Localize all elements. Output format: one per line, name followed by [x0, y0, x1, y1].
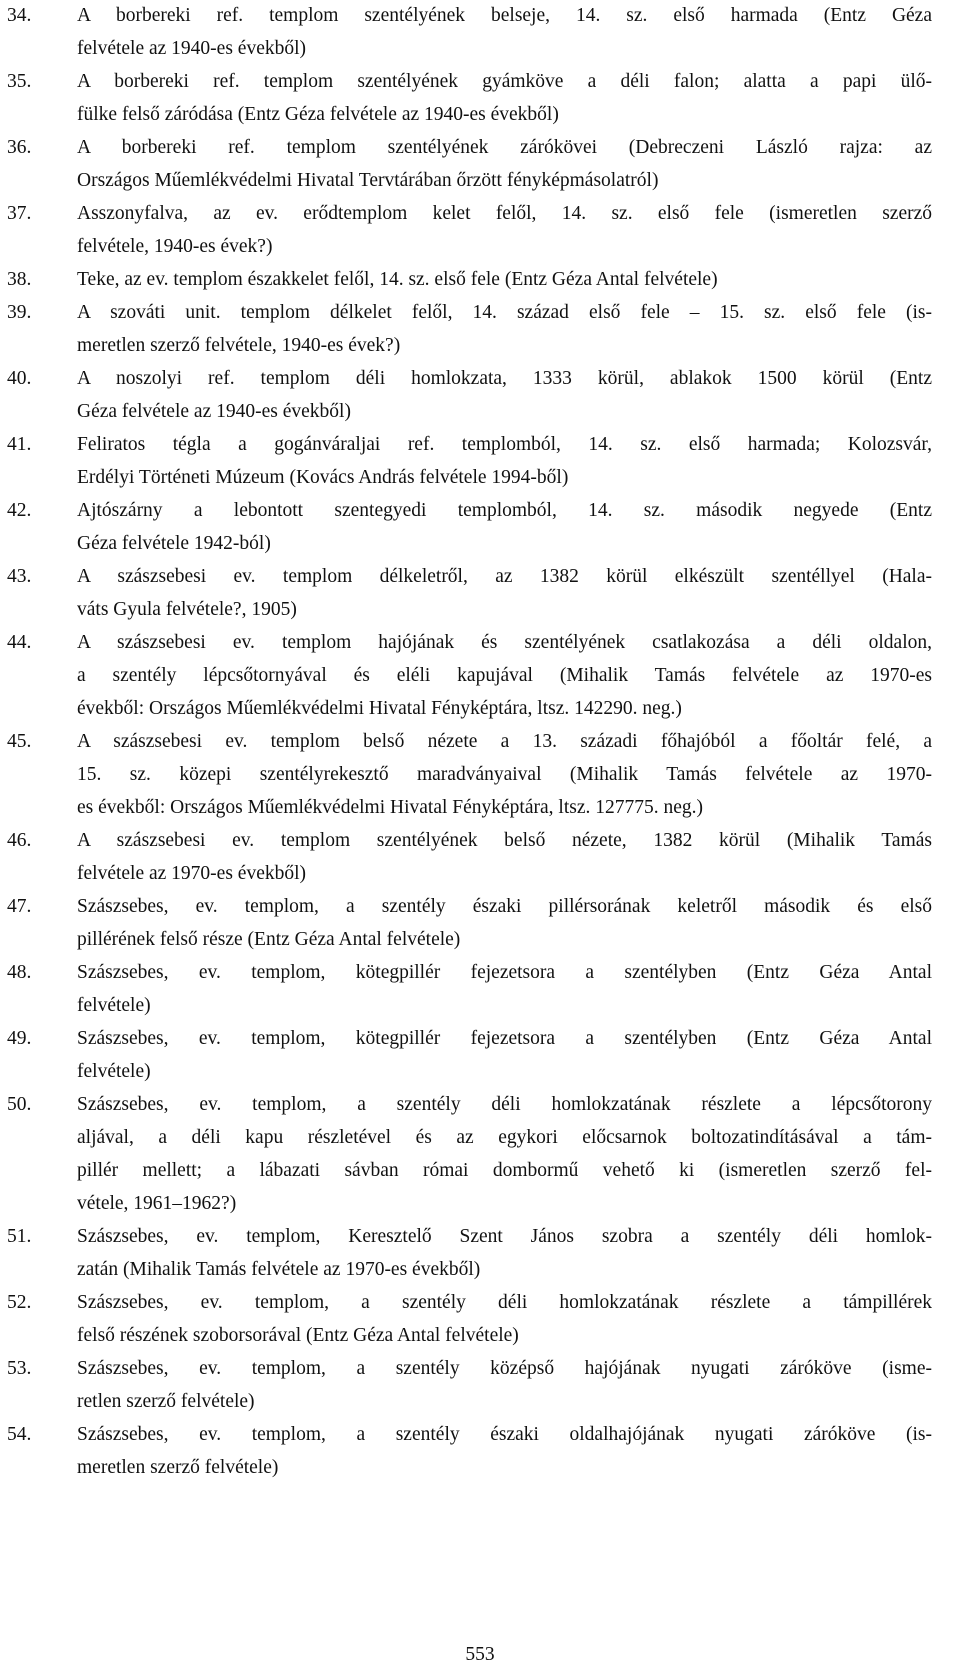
figure-caption: [0, 824, 960, 890]
caption-number: 45.: [7, 731, 32, 752]
caption-text: [77, 197, 932, 263]
figure-caption: [0, 1352, 960, 1418]
caption-number: 34.: [7, 5, 32, 26]
caption-line: Géza felvétele 1942-ból): [77, 533, 271, 554]
caption-number: 37.: [7, 203, 32, 224]
caption-line: felső részének szoborsorával (Entz Géza Antal felvétele): [77, 1325, 519, 1346]
figure-caption: [0, 1220, 960, 1286]
caption-text: [77, 890, 932, 956]
caption-line: Országos Műemlékvédelmi Hivatal Tervtárában őrzött fényképmásolatról): [77, 170, 659, 191]
caption-line: retlen szerző felvétele): [77, 1391, 255, 1412]
caption-number: 52.: [7, 1292, 32, 1313]
caption-line: Géza felvétele az 1940-es évekből): [77, 401, 351, 422]
caption-number: 46.: [7, 830, 32, 851]
caption-number: 39.: [7, 302, 32, 323]
figure-caption: [0, 428, 960, 494]
caption-line: felvétele az 1970-es évekből): [77, 863, 307, 884]
caption-text: [77, 428, 932, 494]
caption-line: meretlen szerző felvétele, 1940-es évek?): [77, 335, 401, 356]
caption-line: Ajtószárny a lebontott szentegyedi templomból, 14. sz. második negyede (Entz: [77, 500, 932, 521]
figure-caption: [0, 362, 960, 428]
caption-line: A borbereki ref. templom szentélyének gyámköve a déli falon; alatta a papi ülő-: [77, 71, 932, 92]
figure-caption: [0, 494, 960, 560]
caption-line: Feliratos tégla a gogánváraljai ref. templomból, 14. sz. első harmada; Kolozsvár,: [77, 434, 932, 455]
caption-number: 42.: [7, 500, 32, 521]
caption-line: Szászsebes, ev. templom, a szentély északi pillérsorának keletről második és első: [77, 896, 932, 917]
figure-caption: [0, 1418, 960, 1484]
figure-caption: [0, 296, 960, 362]
caption-text: [77, 626, 932, 725]
caption-line: évekből: Országos Műemlékvédelmi Hivatal Fényképtára, ltsz. 142290. neg.): [77, 698, 682, 719]
caption-text: [77, 1220, 932, 1286]
caption-text: [77, 131, 932, 197]
caption-number: 43.: [7, 566, 32, 587]
caption-line: Szászsebes, ev. templom, a szentély északi oldalhajójának nyugati záróköve (is-: [77, 1424, 932, 1445]
caption-line: A szászsebesi ev. templom délkeletről, az 1382 körül elkészült szentéllyel (Hala-: [77, 566, 932, 587]
caption-number: 50.: [7, 1094, 32, 1115]
caption-line: vétele, 1961–1962?): [77, 1193, 237, 1214]
caption-number: 48.: [7, 962, 32, 983]
caption-text: [77, 1088, 932, 1220]
caption-text: [77, 1352, 932, 1418]
caption-text: [77, 725, 932, 824]
caption-line: váts Gyula felvétele?, 1905): [77, 599, 297, 620]
figure-caption: [0, 1022, 960, 1088]
figure-caption: [0, 65, 960, 131]
caption-text: [77, 362, 932, 428]
figure-caption: [0, 197, 960, 263]
caption-line: Szászsebes, ev. templom, kötegpillér fejezetsora a szentélyben (Entz Géza Antal: [77, 962, 932, 983]
caption-line: meretlen szerző felvétele): [77, 1457, 279, 1478]
figure-caption: [0, 131, 960, 197]
caption-number: 35.: [7, 71, 32, 92]
caption-number: 38.: [7, 269, 32, 290]
figure-caption: [0, 626, 960, 725]
caption-line: a szentély lépcsőtornyával és eléli kapujával (Mihalik Tamás felvétele az 1970-es: [77, 665, 932, 686]
caption-number: 40.: [7, 368, 32, 389]
caption-number: 53.: [7, 1358, 32, 1379]
caption-number: 49.: [7, 1028, 32, 1049]
figure-caption: [0, 560, 960, 626]
caption-text: [77, 0, 932, 65]
caption-line: Asszonyfalva, az ev. erődtemplom kelet felől, 14. sz. első fele (ismeretlen szerző: [77, 203, 932, 224]
caption-text: [77, 1286, 932, 1352]
caption-line: felvétele): [77, 995, 151, 1016]
caption-line: A szováti unit. templom délkelet felől, 14. század első fele – 15. sz. első fele (is-: [77, 302, 932, 323]
caption-line: A szászsebesi ev. templom belső nézete a 13. századi főhajóból a főoltár felé, a: [77, 731, 932, 752]
caption-line: es évekből: Országos Műemlékvédelmi Hivatal Fényképtára, ltsz. 127775. neg.): [77, 797, 703, 818]
caption-line: 15. sz. közepi szentélyrekesztő maradványaival (Mihalik Tamás felvétele az 1970-: [77, 764, 932, 785]
figure-caption: [0, 0, 960, 65]
caption-line: fülke felső záródása (Entz Géza felvétele az 1940-es évekből): [77, 104, 559, 125]
figure-caption: [0, 956, 960, 1022]
caption-text: [77, 65, 932, 131]
caption-line: Szászsebes, ev. templom, kötegpillér fejezetsora a szentélyben (Entz Géza Antal: [77, 1028, 932, 1049]
figure-caption: [0, 1088, 960, 1220]
figure-caption: [0, 890, 960, 956]
caption-line: felvétele az 1940-es évekből): [77, 38, 307, 59]
caption-line: A noszolyi ref. templom déli homlokzata, 1333 körül, ablakok 1500 körül (Entz: [77, 368, 932, 389]
page-number: 553: [465, 1644, 495, 1665]
caption-number: 51.: [7, 1226, 32, 1247]
caption-text: [77, 296, 932, 362]
caption-text: [77, 1022, 932, 1088]
caption-line: Szászsebes, ev. templom, a szentély déli homlokzatának részlete a lépcsőtorony: [77, 1094, 932, 1115]
caption-line: pillérének felső része (Entz Géza Antal felvétele): [77, 929, 461, 950]
caption-text: [77, 824, 932, 890]
figure-caption: [0, 1286, 960, 1352]
caption-number: 36.: [7, 137, 32, 158]
caption-line: A szászsebesi ev. templom hajójának és szentélyének csatlakozása a déli oldalon,: [77, 632, 932, 653]
caption-line: zatán (Mihalik Tamás felvétele az 1970-es évekből): [77, 1259, 481, 1280]
caption-line: Szászsebes, ev. templom, a szentély középső hajójának nyugati záróköve (isme-: [77, 1358, 932, 1379]
caption-text: [77, 1418, 932, 1484]
caption-line: pillér mellett; a lábazati sávban római dombormű vehető ki (ismeretlen szerző fel-: [77, 1160, 932, 1181]
caption-line: Szászsebes, ev. templom, a szentély déli homlokzatának részlete a támpillérek: [77, 1292, 932, 1313]
caption-text: [77, 494, 932, 560]
caption-line: Erdélyi Történeti Múzeum (Kovács András felvétele 1994-ből): [77, 467, 569, 488]
caption-number: 47.: [7, 896, 32, 917]
caption-text: [77, 560, 932, 626]
caption-line: A szászsebesi ev. templom szentélyének belső nézete, 1382 körül (Mihalik Tamás: [77, 830, 932, 851]
caption-number: 54.: [7, 1424, 32, 1445]
caption-line: A borbereki ref. templom szentélyének zárókövei (Debreczeni László rajza: az: [77, 137, 932, 158]
caption-number: 41.: [7, 434, 32, 455]
caption-line: Teke, az ev. templom északkelet felől, 14. sz. első fele (Entz Géza Antal felvétele): [77, 269, 718, 290]
caption-line: felvétele, 1940-es évek?): [77, 236, 273, 257]
caption-line: felvétele): [77, 1061, 151, 1082]
caption-text: [77, 956, 932, 1022]
caption-number: 44.: [7, 632, 32, 653]
caption-line: Szászsebes, ev. templom, Keresztelő Szent János szobra a szentély déli homlok-: [77, 1226, 932, 1247]
caption-line: aljával, a déli kapu részletével és az egykori előcsarnok boltozatindításával a tám-: [77, 1127, 932, 1148]
caption-line: A borbereki ref. templom szentélyének belseje, 14. sz. első harmada (Entz Géza: [77, 5, 932, 26]
figure-caption: [0, 263, 960, 296]
figure-caption: [0, 725, 960, 824]
caption-text: [77, 263, 932, 296]
